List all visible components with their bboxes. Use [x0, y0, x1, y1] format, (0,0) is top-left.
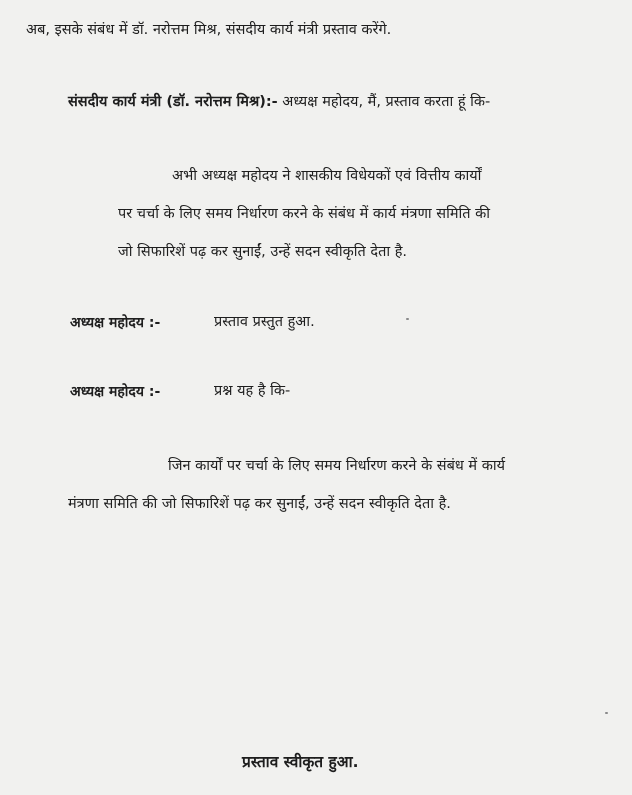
minister-opening: अध्यक्ष महोदय, मैं, प्रस्ताव करता हूं कि-	[282, 94, 491, 110]
question-line-2: मंत्रणा समिति की जो सिफारिशें पढ़ कर सुनाईं, उन्हें सदन स्वीकृति देता है.	[68, 496, 451, 512]
motion-result: प्रस्ताव स्वीकृत हुआ.	[242, 753, 359, 771]
minister-speech-line	[68, 92, 490, 112]
scan-speck	[605, 712, 608, 714]
chair-remark-1: प्रस्ताव प्रस्तुत हुआ.	[214, 314, 315, 330]
intro-line: अब, इसके संबंध में डॉ. नरोत्तम मिश्र, संसदीय कार्य मंत्री प्रस्ताव करेंगे.	[26, 22, 392, 38]
scan-speck	[406, 318, 409, 320]
chair-speaker-label-1: अध्यक्ष महोदय :-	[70, 315, 161, 331]
chair-remark-2: प्रश्न यह है कि-	[214, 383, 291, 399]
motion-line-3: जो सिफारिशें पढ़ कर सुनाईं, उन्हें सदन स्वीकृति देता है.	[118, 244, 408, 260]
chair-speaker-label-2: अध्यक्ष महोदय :-	[70, 384, 161, 400]
minister-speaker-label: संसदीय कार्य मंत्री (डॉ. नरोत्तम मिश्र):-	[68, 94, 278, 110]
question-line-1: जिन कार्यों पर चर्चा के लिए समय निर्धारण करने के संबंध में कार्य	[168, 458, 505, 474]
motion-line-2: पर चर्चा के लिए समय निर्धारण करने के संबंध में कार्य मंत्रणा समिति की	[118, 206, 491, 222]
motion-line-1: अभी अध्यक्ष महोदय ने शासकीय विधेयकों एवं वित्तीय कार्यों	[172, 168, 482, 184]
